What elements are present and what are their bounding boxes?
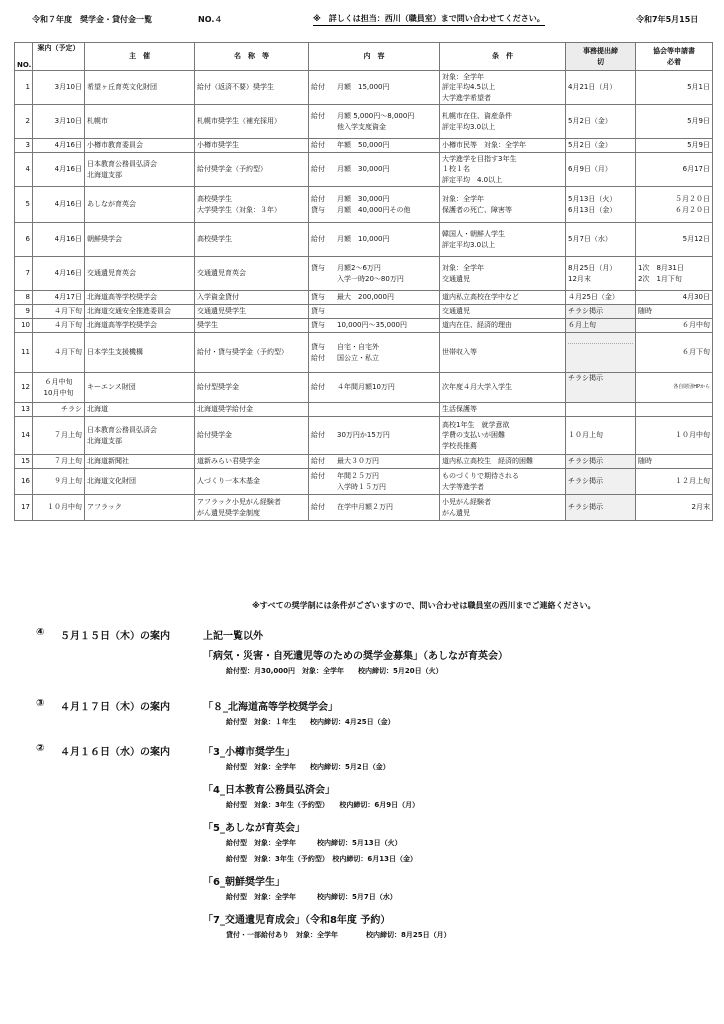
row-conditions-line: がん遺児: [442, 508, 470, 517]
row-conditions-line: 学校長推薦: [442, 441, 477, 450]
content-detail: 月額 15,000円: [337, 83, 390, 92]
row-content: [309, 305, 440, 319]
content-kind: 給付: [311, 141, 325, 150]
row-name: 給付型奨学金: [195, 373, 309, 403]
content-detail: 月額2～6万円: [337, 264, 381, 272]
row-name: 交通遺児育英会: [195, 257, 309, 291]
row-number: 7: [15, 257, 33, 291]
row-number: 3: [15, 139, 33, 153]
row-number: 17: [15, 495, 33, 521]
announcement-item-detail: 給付型 対象：全学年 校内締切：5月7日（水）: [226, 893, 397, 901]
table-row: [15, 153, 713, 187]
row-conditions: [440, 153, 566, 187]
row-conditions-line: ものづくりで期待される: [442, 472, 519, 480]
row-conditions: [440, 305, 566, 319]
announcement-marker: ③: [36, 698, 45, 709]
content-line: [311, 306, 437, 317]
row-content: [309, 105, 440, 139]
row-organizer: 日本教育公務員弘済会 北海道支部: [85, 153, 195, 187]
col-organizer: 主 催: [85, 43, 195, 71]
row-conditions-line: 評定平均 4.0以上: [442, 175, 503, 184]
row-conditions: [440, 495, 566, 521]
table-row: [15, 291, 713, 305]
row-organizer: 日本学生支援機構: [85, 333, 195, 373]
row-date: ４月下旬: [33, 319, 85, 333]
table-row: [15, 455, 713, 469]
row-date: ９月上旬: [33, 469, 85, 495]
content-line: [311, 82, 437, 93]
content-kind: 給付: [311, 235, 325, 244]
row-office-deadline: 5月2日（金）: [566, 139, 636, 153]
row-conditions-line: 道内在住、経済的理由: [442, 321, 512, 330]
announcement-item-title: 「7_交通遺児育成会」（令和8年度 予約）: [203, 915, 391, 926]
content-line: [311, 205, 437, 216]
table-row: [15, 105, 713, 139]
row-name: 給付・貸与奨学金（予約型）: [195, 333, 309, 373]
row-content: [309, 495, 440, 521]
row-date: ４月下旬: [33, 305, 85, 319]
content-line: [311, 382, 437, 393]
row-conditions-line: １校１名: [442, 165, 470, 174]
row-conditions: [440, 455, 566, 469]
row-content: [309, 455, 440, 469]
content-detail: 他入学支度資金: [337, 122, 386, 131]
row-name: 交通遺児奨学生: [195, 305, 309, 319]
row-arrival: １２月上旬: [636, 469, 713, 495]
content-detail: 国公立・私立: [337, 353, 379, 362]
row-name: 小樽市奨学生: [195, 139, 309, 153]
announcement-marker: ②: [36, 743, 45, 754]
row-conditions: [440, 257, 566, 291]
content-detail: 年額 50,000円: [337, 141, 390, 150]
row-office-deadline: チラシ掲示: [566, 455, 636, 469]
row-office-deadline: 4月21日（月）: [566, 71, 636, 105]
row-name: アフラック小児がん経験者 がん遺児奨学金制度: [195, 495, 309, 521]
row-number: 16: [15, 469, 33, 495]
row-organizer: 北海道新聞社: [85, 455, 195, 469]
content-detail: 月額 30,000円: [337, 195, 390, 203]
row-office-deadline: チラシ掲示: [566, 305, 636, 319]
content-line: [311, 430, 437, 441]
row-number: 4: [15, 153, 33, 187]
row-arrival: ６月下旬: [636, 333, 713, 373]
content-line: [311, 194, 437, 205]
row-conditions-line: 評定平均3.0以上: [442, 122, 496, 131]
table-row: [15, 403, 713, 417]
row-arrival: [636, 403, 713, 417]
row-arrival: 5月9日: [636, 105, 713, 139]
content-line: [311, 471, 437, 482]
content-kind: 貸与: [311, 205, 325, 214]
row-conditions-line: 評定平均4.5以上: [442, 83, 496, 92]
row-arrival: 4月30日: [636, 291, 713, 305]
row-conditions-line: 学費の支払いが困難: [442, 431, 505, 440]
row-conditions-line: 対象：全学年: [442, 264, 484, 272]
row-date: 3月10日: [33, 105, 85, 139]
row-organizer: 北海道高等学校奨学会: [85, 319, 195, 333]
table-row: [15, 495, 713, 521]
row-conditions-line: 対象：全学年: [442, 195, 484, 203]
row-number: 14: [15, 417, 33, 455]
content-line: [311, 342, 437, 353]
row-office-deadline: 5月7日（水）: [566, 223, 636, 257]
doc-date: 令和7年5月15日: [636, 15, 699, 24]
content-line: [311, 263, 437, 274]
row-number: 15: [15, 455, 33, 469]
row-conditions: [440, 469, 566, 495]
row-office-deadline: 8月25日（月） 12月末: [566, 257, 636, 291]
content-kind: 給付: [311, 195, 325, 203]
table-row: [15, 333, 713, 373]
row-date: ６月中旬 10月中旬: [33, 373, 85, 403]
row-name: 人づくり一本木基金: [195, 469, 309, 495]
row-date: １０月中旬: [33, 495, 85, 521]
announcement-item-title: 「８_北海道高等学校奨学会」: [203, 702, 338, 713]
row-organizer: 北海道: [85, 403, 195, 417]
scholarship-table: [14, 42, 713, 521]
row-name: 給付奨学金: [195, 417, 309, 455]
announcement-item-detail: 給付型 対象：全学年 校内締切：5月2日（金）: [226, 763, 390, 771]
row-office-deadline: [566, 333, 636, 373]
row-content: [309, 319, 440, 333]
row-name: 入学資金貸付: [195, 291, 309, 305]
row-arrival: 1次 8月31日 2次 1月下旬: [636, 257, 713, 291]
row-conditions: [440, 139, 566, 153]
content-line: [311, 140, 437, 151]
row-organizer: 日本教育公務員弘済会 北海道支部: [85, 417, 195, 455]
row-content: [309, 187, 440, 223]
content-line: [311, 234, 437, 245]
row-conditions: [440, 71, 566, 105]
row-date: チラシ: [33, 403, 85, 417]
row-date: 4月16日: [33, 153, 85, 187]
row-date: 4月16日: [33, 223, 85, 257]
row-arrival: １０月中旬: [636, 417, 713, 455]
row-office-deadline: チラシ掲示: [566, 373, 636, 403]
row-content: [309, 333, 440, 373]
row-number: 11: [15, 333, 33, 373]
row-conditions-line: 世帯収入等: [442, 348, 477, 357]
content-kind: 給付: [311, 83, 325, 92]
content-detail: 入学時１５万円: [337, 482, 386, 491]
row-name: 高校奨学生 大学奨学生（対象：３年）: [195, 187, 309, 223]
row-arrival: 随時: [636, 455, 713, 469]
row-content: [309, 71, 440, 105]
announcement-item-title: 「5_あしなが育英会」: [203, 823, 305, 834]
row-office-deadline: 5月13日（火） 6月13日（金）: [566, 187, 636, 223]
col-arrival-deadline: 協会等申請書必着: [636, 43, 713, 71]
row-number: 12: [15, 373, 33, 403]
announcement-date: ５月１５日（木）の案内: [60, 631, 170, 642]
col-office-deadline: 事務提出締切: [566, 43, 636, 71]
row-date: 3月10日: [33, 71, 85, 105]
row-organizer: 北海道文化財団: [85, 469, 195, 495]
row-organizer: 希望ヶ丘育英文化財団: [85, 71, 195, 105]
row-name: 給付（返済不要）奨学生: [195, 71, 309, 105]
announcement-item-detail: 給付型 対象：１年生 校内締切：4月25日（金）: [226, 718, 395, 726]
announcement-marker: ④: [36, 627, 45, 638]
row-number: 10: [15, 319, 33, 333]
row-number: 13: [15, 403, 33, 417]
content-kind: 給付: [311, 383, 325, 392]
content-line: [311, 482, 437, 493]
content-kind: 給付: [311, 431, 325, 440]
faint-print-marks: [568, 343, 633, 363]
content-detail: 月額 5,000円～8,000円: [337, 112, 415, 120]
content-line: [311, 292, 437, 303]
row-conditions-line: 生活保護等: [442, 405, 477, 414]
table-row: [15, 417, 713, 455]
table-row: [15, 257, 713, 291]
footnote: ※すべての奨学制には条件がございますので、問い合わせは職員室の西川までご連絡ください。: [252, 601, 596, 610]
row-office-deadline: [566, 403, 636, 417]
doc-title: 令和７年度 奨学金・貸付金一覧: [32, 15, 152, 24]
table-header-row: [15, 43, 713, 71]
row-organizer: 交通遺児育英会: [85, 257, 195, 291]
table-row: [15, 469, 713, 495]
row-organizer: アフラック: [85, 495, 195, 521]
row-arrival: 各自財団HPから: [636, 373, 713, 403]
row-date: 4月16日: [33, 257, 85, 291]
col-content: 内 容: [309, 43, 440, 71]
table-row: [15, 305, 713, 319]
content-kind: 給付: [311, 503, 325, 512]
content-kind: 貸与: [311, 343, 325, 351]
row-arrival: 2月末: [636, 495, 713, 521]
row-organizer: 小樽市教育委員会: [85, 139, 195, 153]
content-detail: 在学中月額２万円: [337, 503, 393, 512]
row-organizer: キーエンス財団: [85, 373, 195, 403]
content-detail: 月額 10,000円: [337, 235, 390, 244]
row-conditions-line: 評定平均3.0以上: [442, 240, 496, 249]
row-office-deadline: チラシ掲示: [566, 469, 636, 495]
row-conditions-line: 交通遺児: [442, 307, 470, 316]
content-kind: 給付: [311, 112, 325, 120]
row-content: [309, 257, 440, 291]
table-row: [15, 71, 713, 105]
content-line: [311, 111, 437, 122]
content-kind: 給付: [311, 457, 325, 466]
row-conditions-line: 交通遺児: [442, 274, 470, 283]
row-content: [309, 153, 440, 187]
row-conditions: [440, 333, 566, 373]
content-line: [311, 320, 437, 331]
row-arrival: ６月中旬: [636, 319, 713, 333]
row-office-deadline: チラシ掲示: [566, 495, 636, 521]
row-arrival: 6月17日: [636, 153, 713, 187]
row-content: [309, 223, 440, 257]
col-no: NO.: [15, 43, 33, 71]
row-content: [309, 373, 440, 403]
announcement-item-title: 「4_日本教育公務員弘済会」: [203, 785, 335, 796]
row-content: [309, 139, 440, 153]
row-organizer: あしなが育英会: [85, 187, 195, 223]
table-row: [15, 187, 713, 223]
content-line: [311, 502, 437, 513]
row-arrival: 随時: [636, 305, 713, 319]
row-arrival: 5月9日: [636, 139, 713, 153]
content-detail: 自宅・自宅外: [337, 343, 379, 351]
doc-number: NO.４: [198, 15, 223, 24]
announcement-item-detail: 給付型 対象：3年生（予約型） 校内締切：6月9日（月）: [226, 801, 420, 809]
content-detail: 最大３０万円: [337, 457, 379, 466]
row-arrival: 5月12日: [636, 223, 713, 257]
content-kind: 貸与: [311, 293, 325, 302]
table-row: [15, 373, 713, 403]
announcement-item-title: 「3_小樽市奨学生」: [203, 747, 295, 758]
row-number: 5: [15, 187, 33, 223]
content-detail: 月額 30,000円: [337, 165, 390, 174]
content-line: [311, 404, 437, 415]
contact-notice: ※ 詳しくは担当：西川（職員室）まで問い合わせてください。: [313, 13, 545, 26]
col-name: 名 称 等: [195, 43, 309, 71]
row-conditions: [440, 291, 566, 305]
announcement-item-title: 「6_朝鮮奨学生」: [203, 877, 285, 888]
row-conditions-line: 大学進学希望者: [442, 93, 491, 102]
row-arrival: 5月1日: [636, 71, 713, 105]
row-date: ４月下旬: [33, 333, 85, 373]
content-kind: 給付: [311, 353, 325, 362]
row-conditions-line: 小児がん経験者: [442, 498, 491, 506]
table-row: [15, 139, 713, 153]
content-kind: 貸与: [311, 264, 325, 272]
row-conditions: [440, 373, 566, 403]
row-conditions: [440, 417, 566, 455]
row-conditions-line: 韓国人・朝鮮人学生: [442, 230, 505, 238]
row-conditions-line: 大学等進学者: [442, 482, 484, 491]
row-content: [309, 469, 440, 495]
row-conditions: [440, 403, 566, 417]
row-office-deadline: ６月上旬: [566, 319, 636, 333]
row-organizer: 札幌市: [85, 105, 195, 139]
row-organizer: 朝鮮奨学会: [85, 223, 195, 257]
row-number: 1: [15, 71, 33, 105]
content-detail: 30万円か15万円: [337, 431, 390, 440]
announcement-date: ４月１７日（木）の案内: [60, 702, 170, 713]
content-line: [311, 122, 437, 133]
row-number: 6: [15, 223, 33, 257]
row-conditions: [440, 223, 566, 257]
col-conditions: 条 件: [440, 43, 566, 71]
announcement-item-detail: 給付型：月30,000円 対象：全学年 校内締切：5月20日（火）: [226, 667, 443, 675]
row-name: 道新みらい君奨学金: [195, 455, 309, 469]
row-conditions-line: 札幌市在住、資産条件: [442, 112, 512, 120]
row-name: 給付奨学金（予約型）: [195, 153, 309, 187]
row-conditions-line: 小樽市民等 対象：全学年: [442, 141, 526, 150]
content-line: [311, 353, 437, 364]
row-conditions-line: 対象：全学年: [442, 72, 484, 81]
content-kind: 給付: [311, 165, 325, 174]
announcement-date: ４月１６日（水）の案内: [60, 747, 170, 758]
content-detail: 入学一時20～80万円: [337, 274, 404, 283]
row-office-deadline: 5月2日（金）: [566, 105, 636, 139]
row-name: 高校奨学生: [195, 223, 309, 257]
row-date: 4月17日: [33, 291, 85, 305]
row-conditions-line: 高校1年生 就学意欲: [442, 420, 510, 429]
content-detail: 最大 200,000円: [337, 293, 394, 302]
content-kind: 貸与: [311, 321, 325, 330]
row-number: 2: [15, 105, 33, 139]
content-line: [311, 164, 437, 175]
row-content: [309, 291, 440, 305]
row-office-deadline: １０月上旬: [566, 417, 636, 455]
row-number: 8: [15, 291, 33, 305]
row-conditions: [440, 187, 566, 223]
row-name: 北海道奨学給付金: [195, 403, 309, 417]
content-detail: 年間２５万円: [337, 472, 379, 480]
row-arrival: ５月２０日 ６月２０日: [636, 187, 713, 223]
table-row: [15, 319, 713, 333]
content-detail: 月額 40,000円その他: [337, 205, 411, 214]
row-conditions-line: 保護者の死亡、障害等: [442, 205, 512, 214]
row-name: 奨学生: [195, 319, 309, 333]
content-detail: ４年間月額10万円: [337, 383, 395, 392]
row-conditions-line: 大学進学を目指す3年生: [442, 154, 517, 163]
content-line: [311, 274, 437, 285]
row-date: 4月16日: [33, 187, 85, 223]
row-conditions: [440, 105, 566, 139]
row-conditions-line: 道内私立高校生 経済的困難: [442, 457, 533, 466]
announcement-item-detail: 給付型 対象：3年生（予約型） 校内締切：6月13日（金）: [226, 855, 417, 863]
content-kind: 給付: [311, 472, 325, 480]
row-conditions: [440, 319, 566, 333]
announcement-item-title: 「病気・災害・自死遺児等のための奨学金募集」（あしなが育英会）: [203, 651, 508, 662]
row-date: ７月上旬: [33, 455, 85, 469]
row-organizer: 北海道交通安全推進委員会: [85, 305, 195, 319]
content-line: [311, 456, 437, 467]
row-conditions-line: 道内私立高校在学中など: [442, 293, 519, 302]
row-organizer: 北海道高等学校奨学会: [85, 291, 195, 305]
table-row: [15, 223, 713, 257]
row-name: 札幌市奨学生（補充採用）: [195, 105, 309, 139]
col-date: 案内（予定）: [33, 43, 85, 71]
row-conditions-line: 次年度４月大学入学生: [442, 383, 512, 392]
row-office-deadline: 6月9日（月）: [566, 153, 636, 187]
announcement-heading: 上記一覧以外: [203, 631, 263, 642]
content-kind: 貸与: [311, 307, 325, 316]
content-detail: 10,000円～35,000円: [337, 321, 407, 330]
announcement-item-detail: 給付型 対象：全学年 校内締切：5月13日（火）: [226, 839, 402, 847]
announcement-item-detail: 貸付・一部給付あり 対象：全学年 校内締切：8月25日（月）: [226, 931, 451, 939]
row-content: [309, 417, 440, 455]
row-date: 4月16日: [33, 139, 85, 153]
row-content: [309, 403, 440, 417]
row-date: ７月上旬: [33, 417, 85, 455]
row-office-deadline: ４月25日（金）: [566, 291, 636, 305]
row-number: 9: [15, 305, 33, 319]
